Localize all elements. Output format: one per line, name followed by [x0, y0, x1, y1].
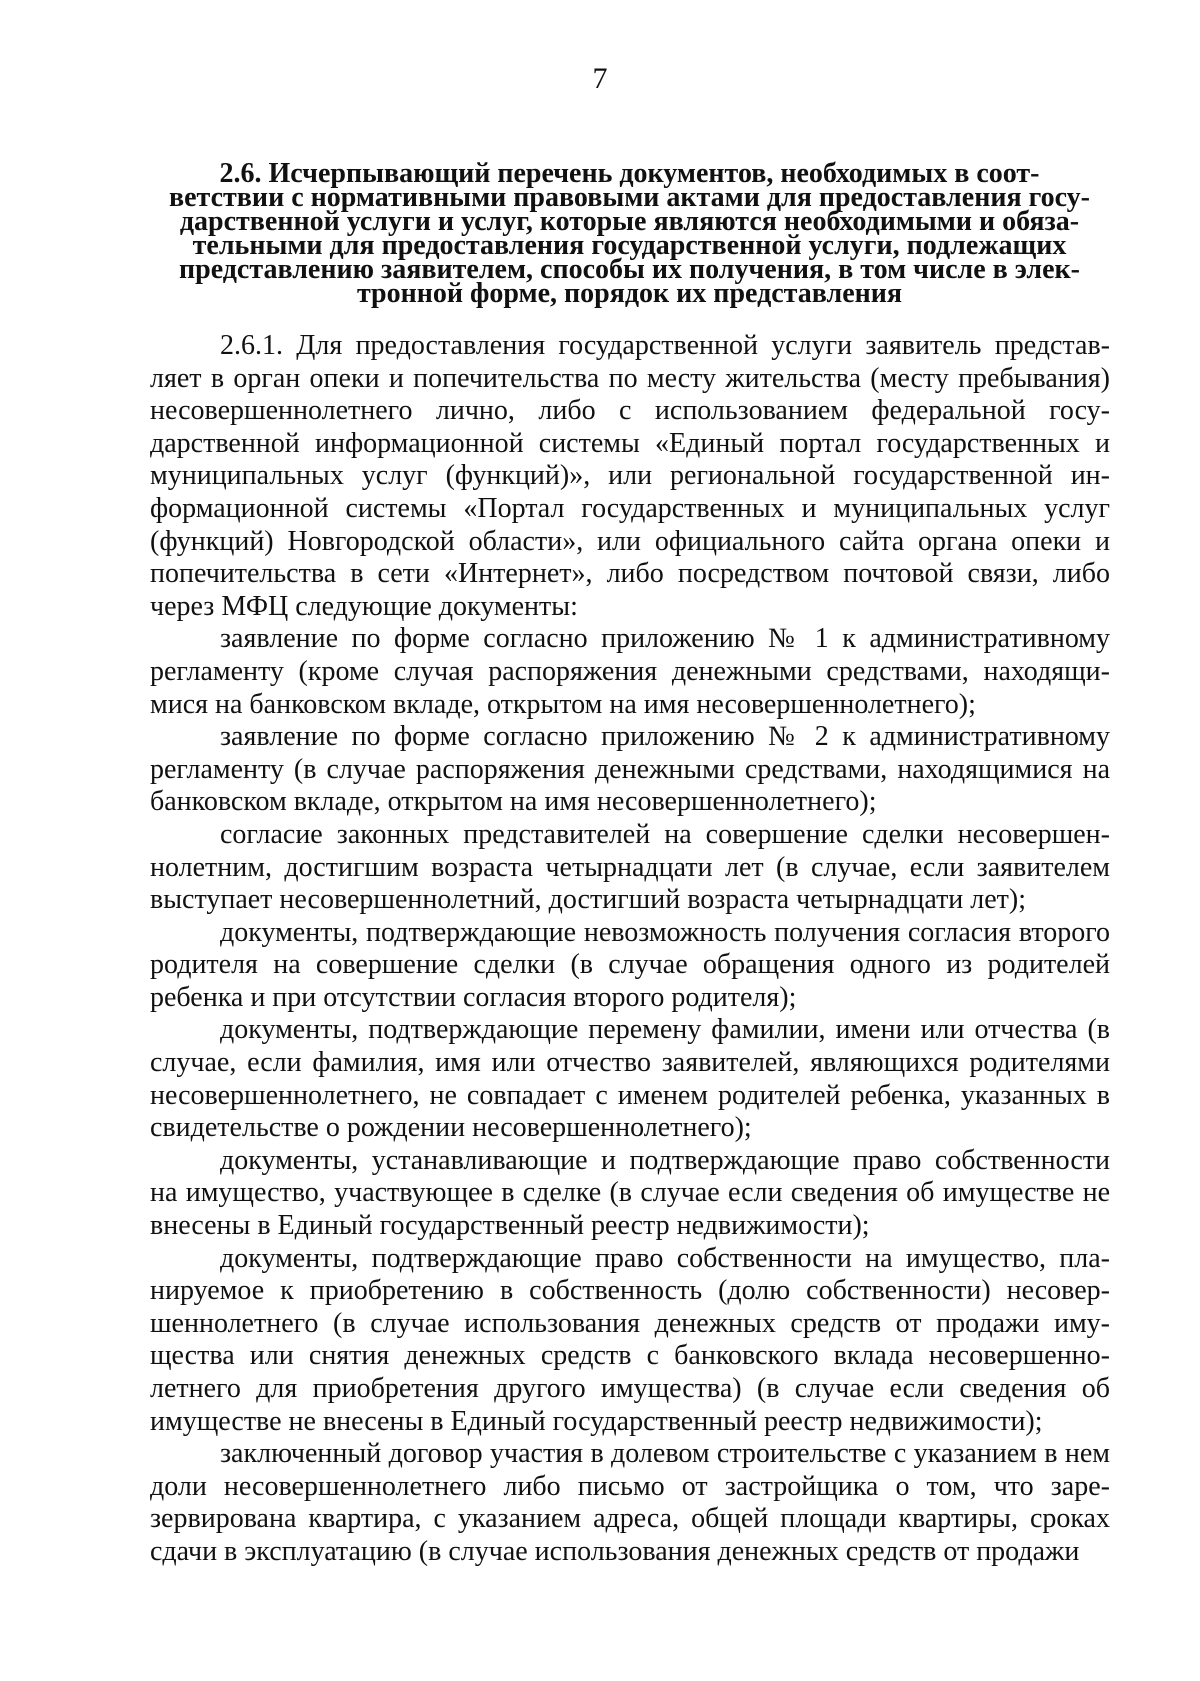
list-item-name-change-docs: документы, подтверждающие перемену фамилии, имени или отчества (в случае, если фамилия, имя или отчество заявителей, являющихся родителями несовершеннолетнего, не совпадает с именем родителей ребенка, указанных в свидетельстве о рождении несовершеннолетнего); — [150, 1014, 1110, 1144]
heading-line: тронной форме, порядок их представления — [356, 278, 903, 309]
list-item-ownership-docs: документы, устанавливающие и подтверждающие право собственности на имущество, участвующее в сделке (в случае если сведения об имуществе не внесены в Единый государственный реестр недвижимости); — [150, 1144, 1110, 1242]
list-item-planned-property-docs: документы, подтверждающие право собственности на имущество, планируемое к приобретению в собственность (долю собственности) несовершеннолетнего (в случае использования денежных средств от продажи имущества или снятия денежных средств с банковского вклада несовершеннолетнего для приобретения другого имущества) (в случае если сведения об имуществе не внесены в Единый государственный реестр недвижимости); — [150, 1242, 1110, 1437]
paragraph-2-6-1: 2.6.1. Для предоставления государственной услуги заявитель представляет в орган опеки и попечительства по месту жительства (месту пребывания) несовершеннолетнего лично, либо с использованием федеральной государственной информационной системы «Единый портал государственных и муниципальных услуг (функций)», или региональной государственной информационной системы «Портал государственных и муниципальных услуг (функций) Новгородской области», или официального сайта органа опеки и попечительства в сети «Интернет», либо посредством почтовой связи, либо через МФЦ следующие документы: — [150, 330, 1110, 622]
heading-line: ветствии с нормативными правовыми актами для предоставления госу- — [168, 182, 1091, 213]
list-item-legal-representatives-consent: согласие законных представителей на совершение сделки несовершеннолетним, достигшим возраста четырнадцати лет (в случае, если заявителем выступает несовершеннолетний, достигший возраста четырнадцати лет); — [150, 818, 1110, 916]
list-item-shared-construction-contract: заключенный договор участия в долевом строительстве с указанием в нем доли несовершеннолетнего либо письмо от застройщика о том, что зарезервирована квартира, с указанием адреса, общей площади квартиры, сроках сдачи в эксплуатацию (в случае использования денежных средств от продажи — [150, 1438, 1110, 1567]
body-text — [150, 330, 1110, 1569]
heading-line: тельными для предоставления государственной услуги, подлежащих — [192, 230, 1067, 261]
heading-line: представлению заявителем, способы их получения, в том числе в элек- — [179, 254, 1080, 285]
section-heading — [152, 158, 1107, 309]
page-number: 7 — [592, 62, 608, 95]
heading-line: дарственной услуги и услуг, которые являются необходимыми и обяза- — [179, 206, 1080, 237]
list-item-second-parent-consent-docs: документы, подтверждающие невозможность получения согласия второго родителя на совершение сделки (в случае обращения одного из родителей ребенка и при отсутствии согласия второго родителя); — [150, 916, 1110, 1013]
list-item-application-form-1: заявление по форме согласно приложению № 1 к административному регламенту (кроме случая распоряжения денежными средствами, находящимися на банковском вкладе, открытом на имя несовершеннолетнего); — [150, 623, 1110, 720]
list-item-application-form-2: заявление по форме согласно приложению № 2 к административному регламенту (в случае распоряжения денежными средствами, находящимися на банковском вкладе, открытом на имя несовершеннолетнего); — [150, 721, 1110, 818]
heading-line: 2.6. Исчерпывающий перечень документов, необходимых в соот- — [219, 158, 1040, 189]
